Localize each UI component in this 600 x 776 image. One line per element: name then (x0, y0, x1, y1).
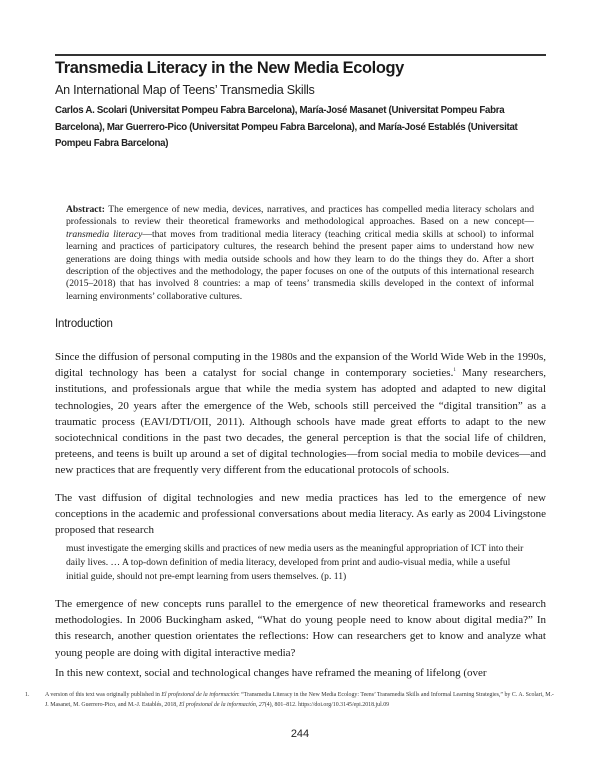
article-subtitle: An International Map of Teens’ Transmedia Skills (55, 83, 315, 97)
abstract-italic-term: transmedia literacy (66, 228, 143, 240)
abstract-text-continued: —that moves from traditional media literacy (teaching critical media skills at school) to informal learning and practices of participatory cultures, the research behind the present paper aims to understand how new generations are doing things with media outside schools and how they learn to do the things they do. After a short description of the objectives and the methodology, the paper focuses on one of the outputs of this international research (2015–2018) that has involved 8 countries: a map of teens’ transmedia skills developed in the context of informal learning environments’ collaborative cultures. (66, 228, 534, 302)
abstract-label: Abstract: (66, 204, 105, 215)
footnote-doi: (4), 801–812. https://doi.org/10.3145/epi.2018.jul.09 (264, 702, 390, 708)
author-list: Carlos A. Scolari (Universitat Pompeu Fabra Barcelona), María-José Masanet (Universitat Pompeu Fabra Barcelona), Mar Guerrero-Pico (Universitat Pompeu Fabra Barcelona), and María-José Establés (Universitat Pompeu Fabra Barcelona) (55, 105, 518, 150)
footnote-number: 1. (25, 692, 30, 698)
paragraph-text-continued: Many researchers, institutions, and professionals argue that while the media system has adopted and adapted to new digital technologies, 20 years after the emergence of the Web, schools still perceived the “digital transition” as a traumatic process (EAVI/DTI/OII, 2011). Although schools have made great efforts to adapt to the new sociotechnical conditions in the past two decades, the general perception is that the social life of children, preteens, and teens is built up around a set of digital technologies—from social media to mobile devices—and new practices that are frequently very different from the educational protocols of schools. (55, 367, 546, 477)
article-title: Transmedia Literacy in the New Media Ecology (55, 59, 404, 77)
footnote-reference[interactable]: 1 (453, 368, 456, 374)
abstract (66, 204, 534, 303)
footnote-journal-volume: El profesional de la información, 27 (179, 702, 265, 708)
paragraph-text: Since the diffusion of personal computing in the 1980s and the expansion of the World Wide Web in the 1990s, digital technology has been a catalyst for social change in contemporary societies. (55, 351, 546, 380)
body-paragraph: The emergence of new concepts runs parallel to the emergence of new theoretical frameworks and research methodologies. In 2006 Buckingham asked, “What do young people need to know about digital media?” In this research, another question orientates the reflections: How can researchers get to know and analyze what young people are doing with digital interactive media? (55, 598, 546, 659)
body-paragraph: The vast diffusion of digital technologies and new media practices has led to the emergence of new conceptions in the academic and professional conversations about media literacy. As early as 2004 Livingstone proposed that research (55, 492, 546, 537)
header-rule (55, 54, 546, 56)
section-heading-introduction: Introduction (55, 318, 113, 330)
block-quote: must investigate the emerging skills and practices of new media users as the meaningful appropriation of ICT into their daily lives. … A top-down definition of media literacy, developed from print and audio-visual media, while a useful initial guide, should not pre-empt learning from users themselves. (p. 11) (66, 543, 524, 583)
footnote (25, 690, 555, 710)
footnote-journal-name: El profesional de la información (161, 692, 239, 698)
body-paragraph: In this new context, social and technological changes have reframed the meaning of lifelong (over (55, 667, 487, 679)
body-paragraph (55, 349, 546, 479)
page-number: 244 (290, 728, 310, 740)
footnote-text-continued: : “Transmedia Literacy in the New Media Ecology: Teens’ Transmedia Skills and Informal Learning Strategies,” by C. A. Scolari, M.-J. Masanet, M. Guerrero-Pico, and M.-J. Establés, 2018, (45, 692, 554, 708)
footnote-text: A version of this text was originally published in (45, 692, 162, 698)
abstract-text: The emergence of new media, devices, narratives, and practices has compelled media literacy scholars and professionals to review their theoretical frameworks and methodological approaches. Based on a new concept— (66, 204, 534, 228)
